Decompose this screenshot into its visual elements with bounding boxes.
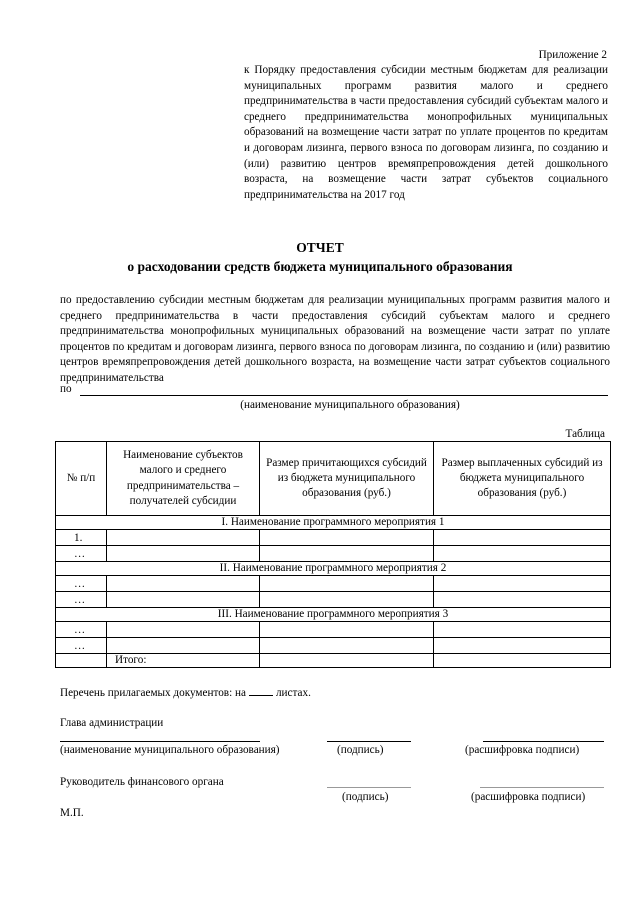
table-row xyxy=(56,530,611,546)
signature-line xyxy=(327,787,411,788)
row-num: … xyxy=(56,592,107,608)
cell xyxy=(260,654,434,668)
report-title: ОТЧЕТ xyxy=(296,240,344,255)
cell xyxy=(260,530,434,546)
row-num: 1. xyxy=(56,530,107,546)
table-header-row xyxy=(56,442,611,516)
cell xyxy=(434,654,611,668)
cell xyxy=(260,622,434,638)
section-row xyxy=(56,516,611,530)
decoding-caption: (расшифровка подписи) xyxy=(465,744,580,756)
header-num: № п/п xyxy=(56,442,107,516)
table-row xyxy=(56,576,611,592)
municipality-signature-line xyxy=(60,741,260,742)
signature-caption: (подпись) xyxy=(342,791,389,803)
stamp-place-label: М.П. xyxy=(60,807,84,819)
header-due: Размер причитающихся субсидий из бюджета муниципального образования (руб.) xyxy=(260,442,434,516)
cell xyxy=(107,638,260,654)
cell xyxy=(434,622,611,638)
signature-caption: (подпись) xyxy=(337,744,384,756)
finance-head-label: Руководитель финансового органа xyxy=(60,776,224,788)
cell xyxy=(107,592,260,608)
signature-line xyxy=(327,741,411,742)
decoding-line xyxy=(480,787,604,788)
decoding-line xyxy=(483,741,604,742)
sheets-count-blank xyxy=(249,685,273,696)
total-label: Итого: xyxy=(107,654,260,668)
row-num: … xyxy=(56,638,107,654)
cell xyxy=(260,592,434,608)
report-subtitle: о расходовании средств бюджета муниципального образования xyxy=(127,259,513,274)
decoding-caption: (расшифровка подписи) xyxy=(471,791,586,803)
cell xyxy=(434,638,611,654)
cell xyxy=(107,530,260,546)
table-label: Таблица xyxy=(565,428,605,440)
section-title: I. Наименование программного мероприятия 1 xyxy=(56,516,611,530)
municipality-fill-line xyxy=(80,395,608,396)
docs-suffix: листах. xyxy=(275,687,311,699)
po-label: по xyxy=(60,383,72,395)
cell xyxy=(56,654,107,668)
appendix-text: к Порядку предоставления субсидии местным бюджетам для реализации муниципальных программ развития малого и среднего предпринимательства в части предоставления субсидий субъектам малого и среднего предпринимательства монопрофильных муниципальных образований на возмещение части затрат по уплате процентов по кредитам и договорам лизинга, первого взноса по договорам лизинга, по созданию и (или) развитию центров времяпрепровождения детей дошкольного возраста, на возмещение части затрат субъектов социального предпринимательства на 2017 год xyxy=(244,64,608,201)
cell xyxy=(434,546,611,562)
municipality-caption: (наименование муниципального образования) xyxy=(240,399,460,411)
header-paid: Размер выплаченных субсидий из бюджета муниципального образования (руб.) xyxy=(434,442,611,516)
section-title: II. Наименование программного мероприятия 2 xyxy=(56,562,611,576)
cell xyxy=(260,546,434,562)
cell xyxy=(434,592,611,608)
cell xyxy=(434,576,611,592)
report-table xyxy=(55,441,611,668)
row-num: … xyxy=(56,622,107,638)
cell xyxy=(107,622,260,638)
row-num: … xyxy=(56,576,107,592)
appendix-title: Приложение 2 xyxy=(538,49,607,61)
row-num: … xyxy=(56,546,107,562)
cell xyxy=(434,530,611,546)
table-row xyxy=(56,622,611,638)
table-row xyxy=(56,638,611,654)
cell xyxy=(260,638,434,654)
header-name: Наименование субъектов малого и среднего предпринимательства – получателей субсидии xyxy=(107,442,260,516)
docs-prefix: Перечень прилагаемых документов: на xyxy=(60,687,246,699)
intro-text: по предоставлению субсидии местным бюджетам для реализации муниципальных программ развития малого и среднего предпринимательства в части предоставления субсидий субъектам малого и среднего предпринимательства монопрофильных муниципальных образований на возмещение части затрат по уплате процентов по кредитам и договорам лизинга, первого взноса по договорам лизинга, по созданию и (или) развитию центров времяпрепровождения детей дошкольного возраста, на возмещение части затрат субъектов социального предпринимательства xyxy=(60,294,610,384)
cell xyxy=(107,576,260,592)
head-admin-label: Глава администрации xyxy=(60,717,164,729)
cell xyxy=(260,576,434,592)
total-row xyxy=(56,654,611,668)
municipality-caption-footer: (наименование муниципального образования) xyxy=(60,744,280,756)
table-row xyxy=(56,546,611,562)
section-title: III. Наименование программного мероприятия 3 xyxy=(56,608,611,622)
table-row xyxy=(56,592,611,608)
cell xyxy=(107,546,260,562)
attached-documents-line xyxy=(60,685,311,702)
section-row xyxy=(56,562,611,576)
section-row xyxy=(56,608,611,622)
